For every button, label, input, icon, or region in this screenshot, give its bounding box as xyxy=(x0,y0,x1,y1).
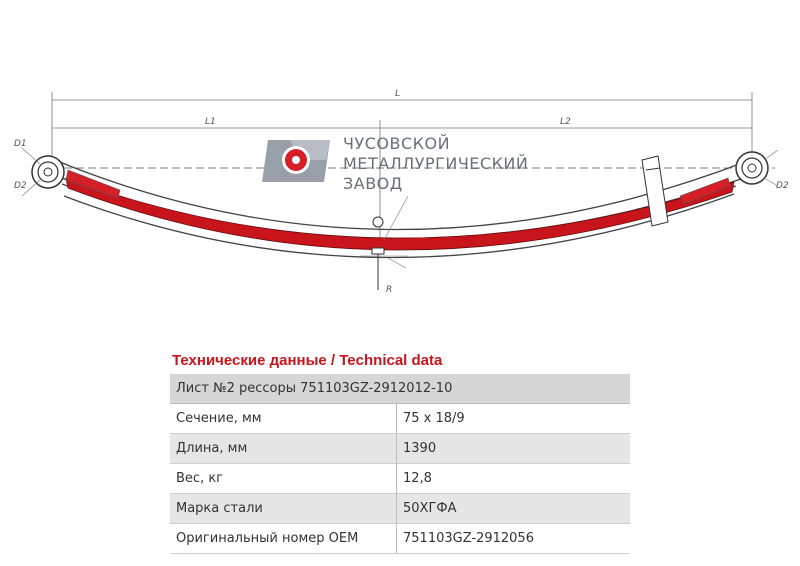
table-header-row xyxy=(170,374,630,404)
technical-data-title: Технические данные / Technical data xyxy=(172,352,443,369)
bolt-label: R xyxy=(386,285,393,295)
technical-data-table xyxy=(170,374,630,554)
dim-right-label: L2 xyxy=(560,117,571,127)
row-value: 50ХГФА xyxy=(397,494,631,524)
row-label: Сечение, мм xyxy=(170,404,397,434)
table-header-cell: Лист №2 рессоры 751103GZ-2912012-10 xyxy=(170,374,630,404)
chmz-logo-icon xyxy=(262,140,330,182)
row-value: 751103GZ-2912056 xyxy=(397,524,631,554)
eye-left-bottom-label: D2 xyxy=(14,181,27,191)
row-label: Вес, кг xyxy=(170,464,397,494)
table-row xyxy=(170,494,630,524)
row-value: 1390 xyxy=(397,434,631,464)
table-row xyxy=(170,464,630,494)
table-row xyxy=(170,404,630,434)
row-label: Марка стали xyxy=(170,494,397,524)
logo-line-2: МЕТАЛЛУРГИЧЕСКИЙ xyxy=(343,154,529,173)
left-eye xyxy=(22,148,64,196)
dim-left-label: L1 xyxy=(205,117,216,127)
table-row xyxy=(170,524,630,554)
row-value: 12,8 xyxy=(397,464,631,494)
row-value: 75 x 18/9 xyxy=(397,404,631,434)
eye-left-top-label: D1 xyxy=(14,139,27,149)
logo-line-1: ЧУСОВСКОЙ xyxy=(343,134,451,153)
dim-total-label: L xyxy=(395,89,401,99)
company-logo-text xyxy=(343,134,528,194)
right-eye xyxy=(736,150,778,186)
eye-right-label: D2 xyxy=(776,181,789,191)
table-row xyxy=(170,434,630,464)
row-label: Оригинальный номер OEM xyxy=(170,524,397,554)
logo-line-3: ЗАВОД xyxy=(343,174,403,193)
row-label: Длина, мм xyxy=(170,434,397,464)
